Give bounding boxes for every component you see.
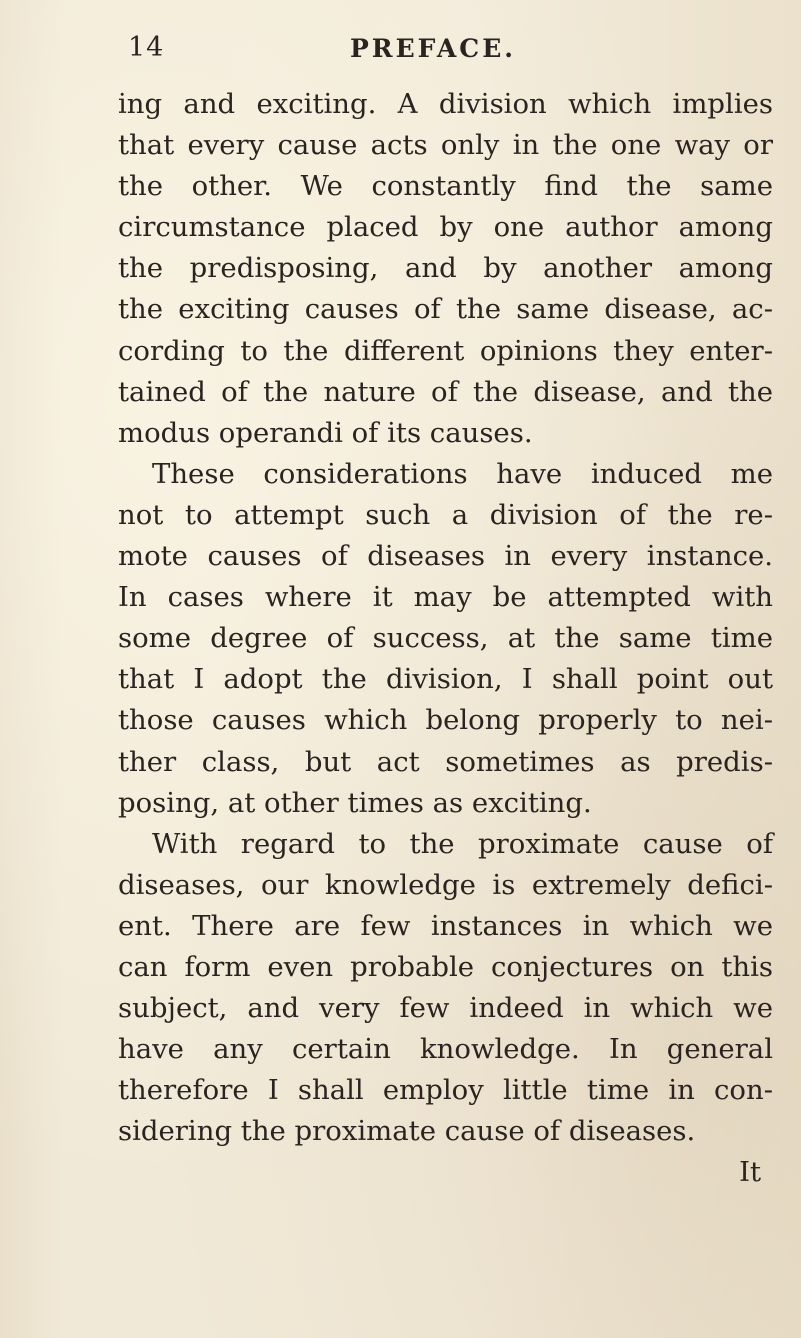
text-line: subject, and very few indeed in which we: [118, 992, 773, 1025]
page-header: [0, 28, 801, 68]
text-line: cording to the different opinions they enter-: [118, 334, 773, 367]
text-line: can form even probable conjectures on this: [118, 950, 773, 983]
text-line: ing and exciting. A division which implies: [118, 88, 773, 120]
text-line: have any certain knowledge. In general: [118, 1033, 773, 1066]
text-line: the exciting causes of the same disease, ac-: [118, 293, 773, 326]
text-line: those causes which belong properly to nei-: [118, 704, 773, 737]
text-line: tained of the nature of the disease, and the: [118, 375, 773, 408]
text-line: With regard to the proximate cause of: [152, 827, 773, 860]
text-line: therefore I shall employ little time in con-: [118, 1074, 773, 1107]
text-line: the predisposing, and by another among: [118, 252, 773, 285]
text-line: diseases, our knowledge is extremely defici-: [118, 868, 773, 901]
text-line: not to attempt such a division of the re-: [118, 498, 773, 531]
text-line: that every cause acts only in the one way or: [118, 129, 773, 162]
text-line: circumstance placed by one author among: [118, 211, 773, 244]
catchword: It: [739, 1156, 761, 1189]
body-text: [118, 84, 773, 1194]
text-line: the other. We constantly find the same: [118, 170, 773, 203]
text-line: that I adopt the division, I shall point out: [118, 663, 773, 696]
page-number: 14: [128, 32, 165, 63]
text-line: modus operandi of its causes.: [118, 416, 533, 449]
text-line: These considerations have induced me: [152, 457, 773, 490]
text-line: In cases where it may be attempted with: [118, 581, 773, 614]
text-line: sidering the proximate cause of diseases.: [118, 1115, 696, 1148]
text-line: ent. There are few instances in which we: [118, 909, 773, 942]
text-line: mote causes of diseases in every instance.: [118, 540, 773, 573]
text-line: ther class, but act sometimes as predis-: [118, 745, 773, 778]
running-title: PREFACE.: [350, 34, 516, 63]
text-line: some degree of success, at the same time: [118, 622, 773, 655]
text-line: posing, at other times as exciting.: [118, 786, 592, 819]
